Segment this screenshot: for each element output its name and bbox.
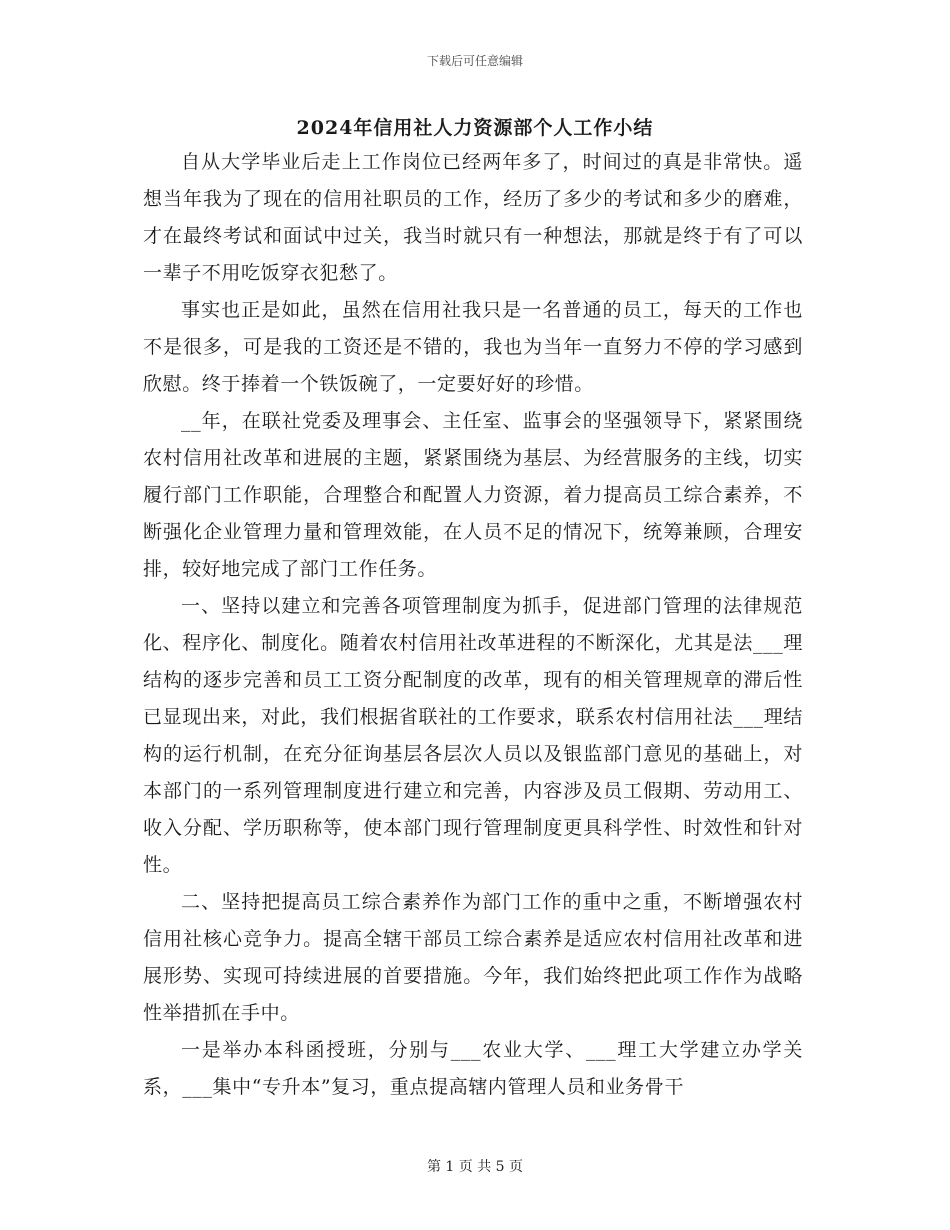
paragraph: 自从大学毕业后走上工作岗位已经两年多了，时间过的真是非常快。遥想当年我为了现在的信用社职员的工作，经历了多少的考试和多少的磨难，才在最终考试和面试中过关，我当时就只有一种想法，那就是终于有了可以一辈子不用吃饭穿衣犯愁了。 [143,151,803,284]
document-title: 2024年信用社人力资源部个人工作小结 [296,117,654,139]
paragraph: 二、坚持把提高员工综合素养作为部门工作的重中之重，不断增强农村信用社核心竞争力。提高全辖干部员工综合素养是适应农村信用社改革和进展形势、实现可持续进展的首要措施。今年，我们始终把此项工作作为战略性举措抓在手中。 [143,891,803,1024]
page-number-footer: 第 1 页 共 5 页 [426,1159,524,1175]
paragraph: 一、坚持以建立和完善各项管理制度为抓手，促进部门管理的法律规范化、程序化、制度化。随着农村信用社改革进程的不断深化，尤其是法___理结构的逐步完善和员工工资分配制度的改革，现有的相关管理规章的滞后性已显现出来，对此，我们根据省联社的工作要求，联系农村信用社法___理结构的运行机制，在充分征询基层各层次人员以及银监部门意见的基础上，对本部门的一系列管理制度进行建立和完善，内容涉及员工假期、劳动用工、收入分配、学历职称等，使本部门现行管理制度更具科学性、时效性和针对性。 [143,595,803,876]
paragraph: 事实也正是如此，虽然在信用社我只是一名普通的员工，每天的工作也不是很多，可是我的工资还是不错的，我也为当年一直努力不停的学习感到欣慰。终于捧着一个铁饭碗了，一定要好好的珍惜。 [143,299,803,395]
page-header-note: 下载后可任意编辑 [426,54,523,68]
paragraph: 一是举办本科函授班，分别与___农业大学、___理工大学建立办学关系，___集中“专升本”复习，重点提高辖内管理人员和业务骨干 [143,1039,803,1098]
document-body [143,144,803,1106]
paragraph: __年，在联社党委及理事会、主任室、监事会的坚强领导下，紧紧围绕农村信用社改革和进展的主题，紧紧围绕为基层、为经营服务的主线，切实履行部门工作职能，合理整合和配置人力资源，着力提高员工综合素养，不断强化企业管理力量和管理效能，在人员不足的情况下，统筹兼顾，合理安排，较好地完成了部门工作任务。 [143,410,803,580]
